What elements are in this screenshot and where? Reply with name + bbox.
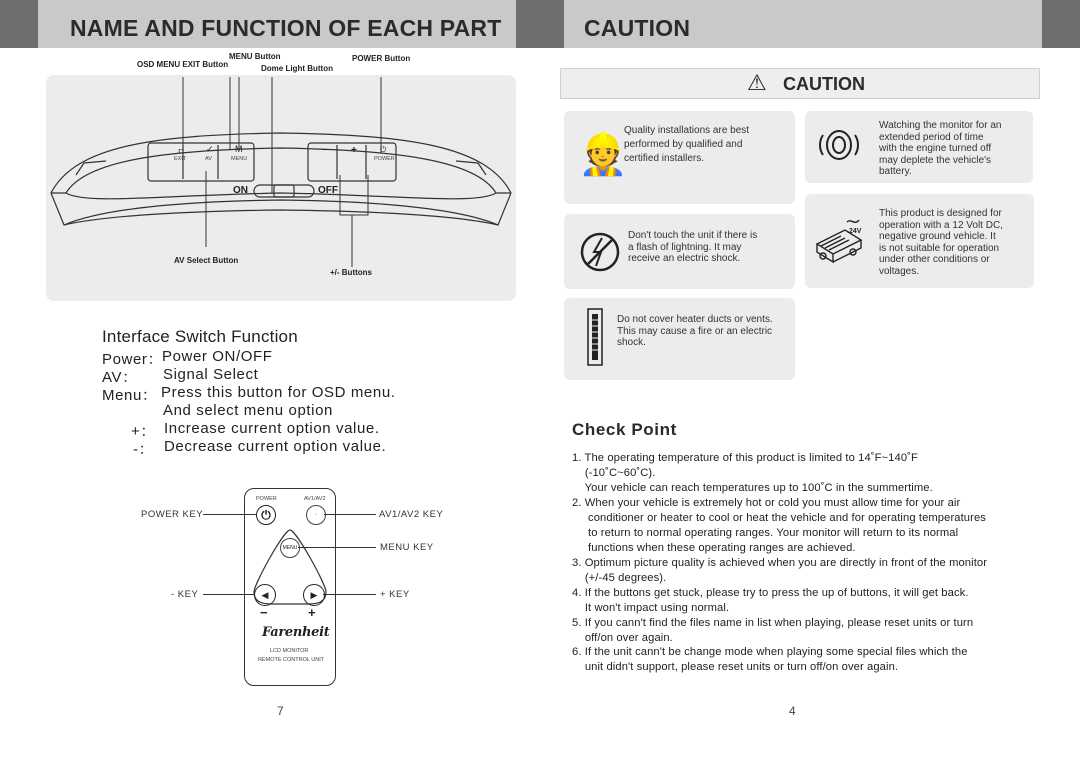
- truck-icon: [811, 214, 873, 266]
- check-point-line: (+/-45 degrees).: [572, 572, 667, 584]
- right-header-left-cap: [544, 0, 564, 48]
- panel-power-icon: ⏻: [380, 145, 387, 154]
- remote-power-button[interactable]: [256, 505, 276, 525]
- remote-caption-line1: LCD MONITOR: [270, 648, 309, 654]
- switch-off-label: OFF: [318, 185, 338, 196]
- av-key-label: AV1/AV2 KEY: [379, 509, 444, 520]
- control-panel-diagram: [46, 75, 516, 301]
- remote-av-button[interactable]: [306, 505, 326, 525]
- interface-row-key: Menu：: [102, 387, 158, 404]
- check-point-line: unit didn't support, please reset units or turn off/on over again.: [572, 661, 899, 673]
- remote-plus-button[interactable]: [303, 584, 325, 606]
- panel-minus-key: −: [322, 145, 328, 156]
- interface-row-key: Power：: [102, 351, 164, 368]
- check-point-line: off/on over again.: [572, 632, 673, 644]
- remote-power-label: POWER: [256, 496, 277, 502]
- installers-text: Quality installations are best performed by qualified and certified installers.: [624, 125, 750, 164]
- installer-icon: 👷: [578, 133, 628, 177]
- caution-card-engine: [805, 111, 1033, 183]
- caution-banner: [560, 68, 1040, 99]
- menu-button-callout: MENU Button: [229, 52, 281, 61]
- left-header-right-cap: [516, 0, 544, 48]
- caution-card-voltage: [805, 194, 1034, 288]
- no-lightning-icon: [578, 230, 622, 274]
- remote-plus-sign: +: [308, 605, 316, 620]
- right-page-title: CAUTION: [584, 15, 691, 41]
- check-point-line: Your vehicle can reach temperatures up to 100˚C in the summertime.: [572, 482, 933, 494]
- interface-row-desc: Power ON/OFF: [162, 348, 273, 365]
- power-key-leader: [203, 514, 257, 515]
- panel-av-icon: ✓: [206, 144, 214, 154]
- check-point-line: 6. If the unit cann't be change mode when playing some special files which the: [572, 646, 968, 658]
- panel-menu-key-label: MENU: [231, 156, 248, 162]
- remote-minus-sign: −: [260, 605, 268, 620]
- av-key-leader: [324, 514, 376, 515]
- check-point-line: functions when these operating ranges are achieved.: [572, 542, 856, 554]
- interface-row-desc: Press this button for OSD menu.: [161, 384, 396, 401]
- heater-text: Do not cover heater ducts or vents. This may cause a fire or an electric shock.: [617, 314, 773, 348]
- osd-exit-button-callout: OSD MENU EXIT Button: [137, 60, 229, 69]
- check-point-line: 4. If the buttons get stuck, please try to press the up of buttons, it will get back.: [572, 587, 969, 599]
- power-icon: ⏻: [261, 508, 271, 522]
- remote-minus-button[interactable]: [254, 584, 276, 606]
- left-page-number: 7: [277, 704, 284, 718]
- minus-key-leader: [203, 594, 255, 595]
- check-point-line: to return to normal operating ranges. Your monitor will return to its normal: [572, 527, 959, 539]
- check-point-line: 2. When your vehicle is extremely hot or cold you must allow time for your air: [572, 497, 961, 509]
- left-arrow-icon: ◀: [261, 590, 269, 600]
- lightning-text: Don't touch the unit if there is a flash of lightning. It may receive an electric shock.: [628, 230, 758, 264]
- check-point-line: (-10˚C~60˚C).: [572, 467, 656, 479]
- battery-plug-icon: [817, 125, 861, 165]
- remote-av-label: AV1/AV2: [304, 496, 326, 502]
- av-select-button-callout: AV Select Button: [174, 256, 239, 265]
- check-point-line: 3. Optimum picture quality is achieved when you are directly in front of the monitor: [572, 557, 988, 569]
- remote-brand-logo: Farenheit: [262, 625, 330, 640]
- engine-text: Watching the monitor for an extended period of time with the engine turned off may deplete the vehicle's battery.: [879, 120, 1002, 177]
- menu-key-label: MENU KEY: [380, 542, 434, 553]
- menu-key-leader: [298, 547, 376, 548]
- check-point-heading: Check Point: [572, 420, 677, 439]
- left-header-left-cap: [0, 0, 38, 48]
- right-arrow-icon: ▶: [310, 590, 318, 600]
- minus-key-label: - KEY: [171, 589, 199, 600]
- panel-menu-icon: M: [235, 144, 243, 154]
- interface-row-desc: And select menu option: [163, 402, 333, 419]
- voltage-text: This product is designed for operation with a 12 Volt DC, negative ground vehicle. It is not suitable for operation under other conditions or voltages.: [879, 208, 1003, 277]
- switch-on-label: ON: [233, 185, 248, 196]
- check-point-line: 1. The operating temperature of this product is limited to 14˚F~140˚F: [572, 452, 918, 464]
- power-button-callout: POWER Button: [352, 54, 411, 63]
- caution-banner-title: CAUTION: [783, 74, 865, 94]
- caution-card-lightning: [564, 214, 795, 289]
- check-point-line: conditioner or heater to cool or heat the vehicle and for operating temperatures: [572, 512, 986, 524]
- interface-row-desc: Increase current option value.: [164, 420, 380, 437]
- panel-power-key-label: POWER: [374, 156, 395, 162]
- right-header-right-cap: [1042, 0, 1080, 48]
- caution-card-heater: [564, 298, 795, 380]
- interface-heading: Interface Switch Function: [102, 327, 298, 346]
- remote-menu-button[interactable]: [280, 538, 300, 558]
- panel-exit-icon: ⊏: [178, 146, 185, 155]
- plus-key-leader: [323, 594, 376, 595]
- remote-caption-line2: REMOTE CONTROL UNIT: [258, 657, 325, 663]
- right-page-number: 4: [789, 704, 796, 718]
- check-point-line: 5. If you cann't find the files name in list when playing, please reset units or turn: [572, 617, 974, 629]
- check-point-line: It won't impact using normal.: [572, 602, 730, 614]
- panel-av-key-label: AV: [205, 156, 212, 162]
- plus-minus-buttons-callout: +/- Buttons: [330, 268, 372, 277]
- plus-key-label: + KEY: [380, 589, 410, 600]
- warning-triangle-icon: ⚠: [747, 70, 767, 95]
- panel-plus-key: +: [351, 145, 357, 156]
- interface-row-key: +：: [131, 423, 156, 440]
- interface-row-desc: Decrease current option value.: [164, 438, 387, 455]
- heater-vent-icon: [586, 308, 604, 366]
- panel-exit-key-label: EXIT: [174, 156, 187, 162]
- interface-row-key: AV：: [102, 369, 138, 386]
- av-dot-icon: ·: [314, 511, 318, 518]
- remote-menu-button-label: MENU: [282, 545, 298, 551]
- dome-light-button-callout: Dome Light Button: [261, 64, 333, 73]
- monitor-housing-drawing: [46, 75, 516, 301]
- interface-row-desc: Signal Select: [163, 366, 259, 383]
- caution-card-installers: [564, 111, 795, 204]
- interface-row-key: -：: [133, 441, 155, 458]
- left-page-title: NAME AND FUNCTION OF EACH PART: [70, 15, 502, 41]
- voltage-tag: 24V: [849, 228, 862, 235]
- power-key-label: POWER KEY: [141, 509, 204, 520]
